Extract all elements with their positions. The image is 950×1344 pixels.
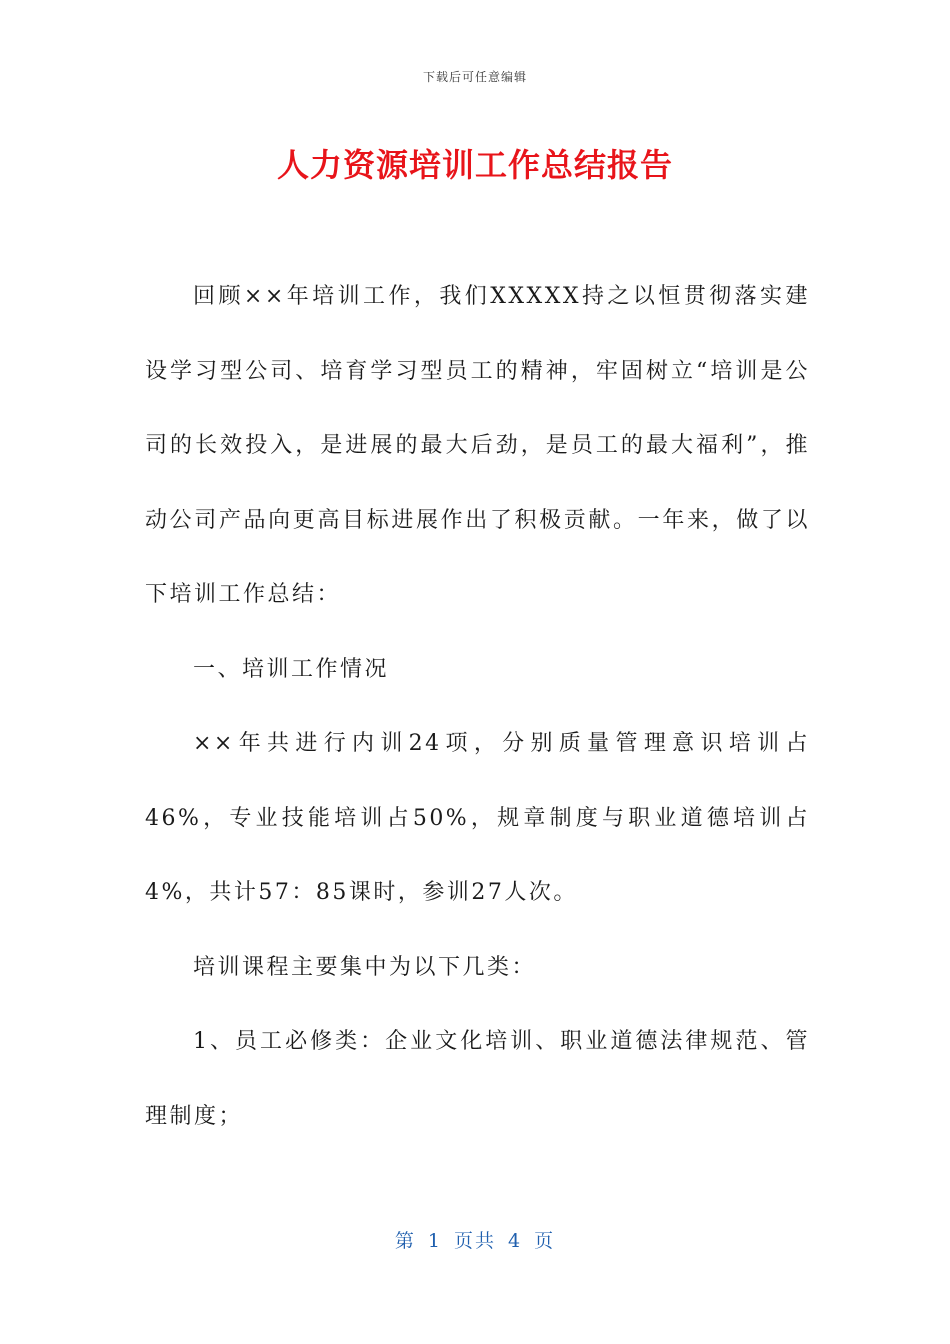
paragraph-course-item-1: 1、员工必修类：企业文化培训、职业道德法律规范、管理制度；: [145, 1029, 810, 1129]
paragraph-intro: 回顾××年培训工作，我们XXXXX持之以恒贯彻落实建设学习型公司、培育学习型员工的精神，牢固树立“培训是公司的长效投入，是进展的最大后劲，是员工的最大福利”，推动公司产品向更高目标进展作出了积极贡献。一年来，做了以下培训工作总结：: [145, 284, 810, 607]
footer-current-page: 1: [427, 1230, 442, 1252]
footer-total-pages: 4: [508, 1230, 523, 1252]
document-body: [145, 260, 810, 1154]
page-footer: [0, 1226, 950, 1253]
footer-prefix: 第: [394, 1230, 416, 1252]
section-heading: 一、培训工作情况: [193, 656, 390, 682]
paragraph-course-intro: 培训课程主要集中为以下几类：: [193, 954, 537, 980]
document-title: 人力资源培训工作总结报告: [276, 146, 673, 184]
paragraph-statistics: ××年共进行内训24项，分别质量管理意识培训占46%，专业技能培训占50%，规章制度与职业道德培训占4%，共计57：85课时，参训27人次。: [145, 731, 810, 905]
footer-suffix: 页: [534, 1230, 556, 1252]
footer-middle: 页共: [453, 1230, 496, 1252]
header-note: 下载后可任意编辑: [422, 70, 527, 84]
